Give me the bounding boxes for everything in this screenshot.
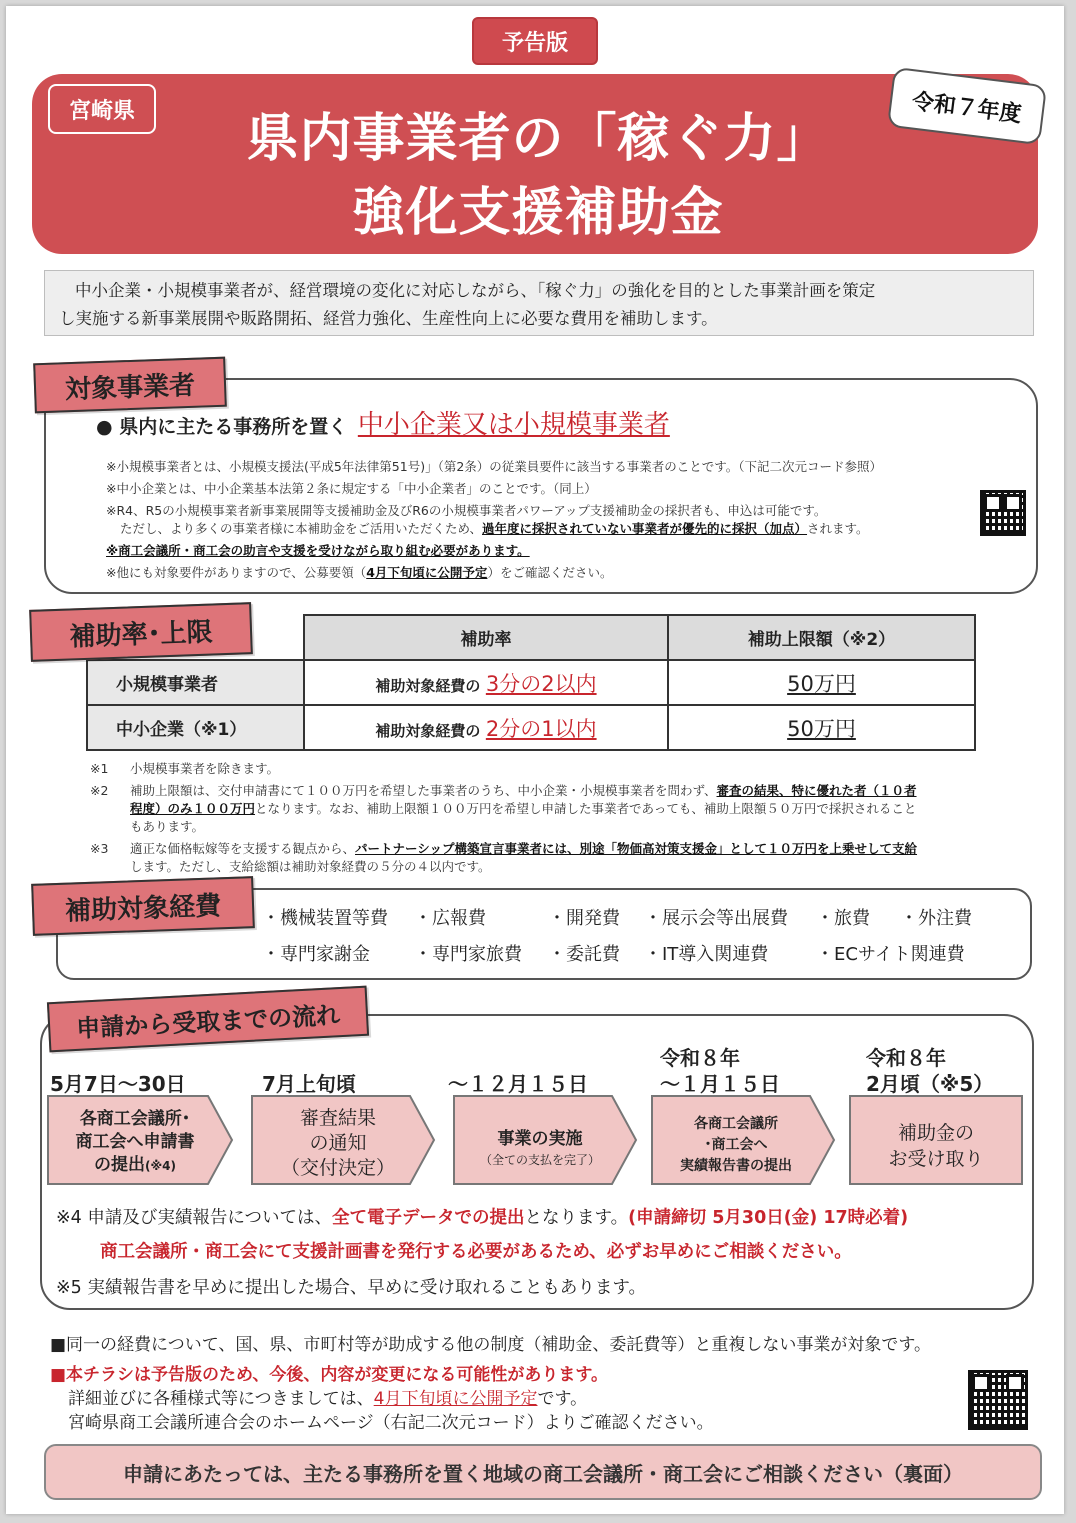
- intro-box: [44, 270, 1034, 336]
- flow-text-line: の通知: [309, 1132, 367, 1154]
- flow-text-step4: [656, 1114, 816, 1177]
- flow-text-step1: [50, 1108, 220, 1178]
- rate-row-type: 中小企業（※1）: [87, 705, 304, 750]
- flow-text-line: お受け取り: [888, 1148, 984, 1170]
- flow-date-step1: 5月7日～30日: [50, 1072, 186, 1096]
- target-note1: ※小規模事業者とは、小規模支援法(平成5年法律第51号)」（第2条）の従業員要件に該当する事業者のことです。（下記二次元コード参照）: [106, 459, 883, 474]
- rate-limit: 50万円: [787, 716, 856, 741]
- expense-item: ・委託費: [548, 944, 620, 965]
- flow-text-line: 補助金の: [897, 1122, 974, 1144]
- rate-header-rate: 補助率: [304, 615, 668, 660]
- rates-note2-b: となります。なお、補助上限額１００万円を希望し申請した事業者であっても、補助上限額５０万円で採択されること: [255, 801, 917, 816]
- target-note3a: ※R4、R5の小規模事業者新事業展開等支援補助金及びR6の小規模事業者パワーアップ支援補助金の採択者も、申込は可能です。: [106, 503, 827, 518]
- target-note4: ※商工会議所・商工会の助言や支援を受けながら取り組む必要があります。: [106, 543, 530, 558]
- expense-item: ・開発費: [548, 908, 620, 929]
- flow-date2-step5: 2月頃（※5）: [866, 1072, 994, 1096]
- target-bullet-highlight: 中小企業又は小規模事業者: [357, 410, 670, 440]
- table-row: [87, 705, 975, 750]
- rates-note2-mark: ※2: [90, 783, 109, 798]
- flow-text-step3: [456, 1124, 624, 1168]
- expense-item: ・旅費: [816, 908, 870, 929]
- target-note5-suffix: ）をご確認ください。: [487, 565, 613, 580]
- prefecture-badge: 宮崎県: [48, 84, 156, 134]
- flow-label: 申請から受取までの流れ: [47, 986, 369, 1053]
- flow-date2-step4: ～１月１５日: [660, 1072, 780, 1096]
- rate-prefix: 補助対象経費の: [375, 721, 481, 740]
- target-note5-prefix: ※他にも対象要件がありますので、公募要領（: [106, 565, 367, 580]
- target-note5: [106, 564, 1006, 582]
- rates-label: 補助率･上限: [29, 602, 253, 662]
- footer-line3-prefix: 詳細並びに各種様式等につきましては、: [68, 1389, 374, 1409]
- target-note5-bold: 4月下旬頃に公開予定: [366, 565, 488, 580]
- footer-line4: 宮崎県商工会議所連合会のホームページ（右記二次元コード）よりご確認ください。: [68, 1413, 714, 1433]
- rate-header-limit: 補助上限額（※2）: [668, 615, 975, 660]
- flow-note4-mid: となります。: [524, 1208, 629, 1228]
- flow-note4-line2: 商工会議所・商工会にて支援計画書を発行する必要があるため、必ずお早めにご相談ください。: [100, 1242, 852, 1262]
- flow-text-line: の提出: [94, 1155, 145, 1175]
- expense-item: ・ECサイト関連費: [816, 944, 965, 965]
- flow-note5: ※5 実績報告書を早めに提出した場合、早めに受け取れることもあります。: [56, 1278, 646, 1298]
- target-note3b-bold: 過年度に採択されていない事業者が優先的に採択（加点）: [482, 521, 808, 536]
- footer-line3-suffix: です。: [537, 1389, 588, 1409]
- flow-text-line: 実績報告書の提出: [680, 1158, 792, 1174]
- flow-text-line: （全ての支払を完了）: [479, 1153, 600, 1167]
- rate-value: 3分の2以内: [485, 671, 597, 696]
- expense-item: ・専門家旅費: [414, 944, 522, 965]
- flow-note4: [56, 1204, 908, 1229]
- target-label: 対象事業者: [33, 357, 227, 414]
- rate-row-limit: [668, 705, 975, 750]
- title-line1: 県内事業者の「稼ぐ力」: [246, 109, 830, 169]
- footer-line1: ■同一の経費について、国、県、市町村等が助成する他の制度（補助金、委託費等）と重複しない事業が対象です。: [50, 1335, 932, 1355]
- flow-text-line: ･商工会へ: [704, 1137, 768, 1153]
- flow-date-step3: ～１２月１５日: [448, 1072, 588, 1096]
- rate-row-limit: [668, 660, 975, 705]
- title-line2: 強化支援補助金: [352, 183, 724, 243]
- expense-item: ・広報費: [414, 908, 486, 929]
- flow-text-step2: [254, 1106, 422, 1181]
- target-bullet-prefix: ● 県内に主たる事務所を置く: [96, 416, 348, 438]
- expense-item: ・IT導入関連費: [644, 944, 769, 965]
- target-note3b: [106, 520, 1006, 538]
- rates-note3-mark: ※3: [90, 841, 109, 856]
- target-note3b-prefix: ただし、より多くの事業者様に本補助金をご活用いただくため、: [120, 521, 483, 536]
- flow-date1-step5: 令和８年: [866, 1046, 946, 1070]
- flow-note4-prefix: ※4 申請及び実績報告については、: [56, 1208, 333, 1228]
- flow-note4-red2: (申請締切 5月30日(金) 17時必着): [628, 1208, 909, 1228]
- intro-line1: 中小企業・小規模事業者が、経営環境の変化に対応しながら、「稼ぐ力」の強化を目的とした事業計画を策定: [75, 281, 876, 300]
- table-row: [87, 660, 975, 705]
- expense-item: ・展示会等出展費: [644, 908, 788, 929]
- rates-notes: [90, 760, 1020, 876]
- flow-note4-red1: 全て電子データでの提出: [332, 1208, 525, 1228]
- rates-note3-red: パートナーシップ構築宣言事業者には、別途「物価高対策支援金」として１０万円を上乗せして支給: [355, 841, 918, 856]
- expense-item: ・外注費: [900, 908, 972, 929]
- flow-text-line: （交付決定）: [280, 1157, 395, 1179]
- flow-text-line: 各商工会議所: [694, 1116, 778, 1132]
- rates-note1-mark: ※1: [90, 761, 109, 776]
- fiscal-year-badge: 令和７年度: [887, 67, 1047, 145]
- qr-code-icon[interactable]: [968, 1370, 1028, 1430]
- flow-date1-step4: 令和８年: [660, 1046, 740, 1070]
- expense-item: ・機械装置等費: [262, 908, 388, 929]
- flow-text-line: 事業の実施: [497, 1129, 583, 1149]
- target-bullet: [96, 404, 670, 441]
- footer-line3: [68, 1384, 587, 1409]
- flow-text-line: 商工会へ申請書: [75, 1132, 195, 1152]
- rates-note3-b: します。ただし、支給総額は補助対象経費の５分の４以内です。: [130, 859, 491, 874]
- footer-line2: ■本チラシは予告版のため、今後、内容が変更になる可能性があります。: [50, 1365, 609, 1385]
- rates-note1: 小規模事業者を除きます。: [130, 761, 280, 776]
- rate-prefix: 補助対象経費の: [375, 676, 481, 695]
- target-note3b-suffix: されます。: [807, 521, 869, 536]
- qr-code-icon[interactable]: [980, 490, 1026, 536]
- rates-note3-a: 適正な価格転嫁等を支援する観点から、: [130, 841, 356, 856]
- flow-text-line: 各商工会議所･: [79, 1109, 191, 1129]
- rates-note2-red2: 程度）のみ１００万円: [130, 801, 256, 816]
- rate-value: 2分の1以内: [485, 716, 597, 741]
- expense-item: ・専門家謝金: [262, 944, 370, 965]
- expenses-label: 補助対象経費: [31, 876, 255, 936]
- flow-date-step2: 7月上旬頃: [262, 1072, 356, 1096]
- footer-banner: 申請にあたっては、主たる事務所を置く地域の商工会議所・商工会にご相談ください（裏面）: [44, 1444, 1042, 1500]
- rates-note2-a: 補助上限額は、交付申請書にて１００万円を希望した事業者のうち、中小企業・小規模事業者を問わず、: [130, 783, 717, 798]
- flow-text-small: (※4): [145, 1159, 176, 1173]
- rate-limit: 50万円: [787, 671, 856, 696]
- preview-badge: 予告版: [472, 17, 598, 65]
- rates-note2-c: もあります。: [130, 819, 205, 834]
- rate-row-rate: [304, 660, 668, 705]
- flow-text-line: 審査結果: [299, 1107, 376, 1129]
- target-notes: [106, 458, 1006, 582]
- rate-row-type: 小規模事業者: [87, 660, 304, 705]
- intro-line2: し実施する新事業展開や販路開拓、経営力強化、生産性向上に必要な費用を補助します。: [59, 309, 718, 328]
- rate-row-rate: [304, 705, 668, 750]
- flow-text-step5: [850, 1120, 1022, 1172]
- rates-note2-red1: 審査の結果、特に優れた者（１０者: [716, 783, 917, 798]
- footer-line3-red: 4月下旬頃に公開予定: [373, 1389, 538, 1409]
- target-note2: ※中小企業とは、中小企業基本法第２条に規定する「中小企業者」のことです。（同上）: [106, 481, 597, 496]
